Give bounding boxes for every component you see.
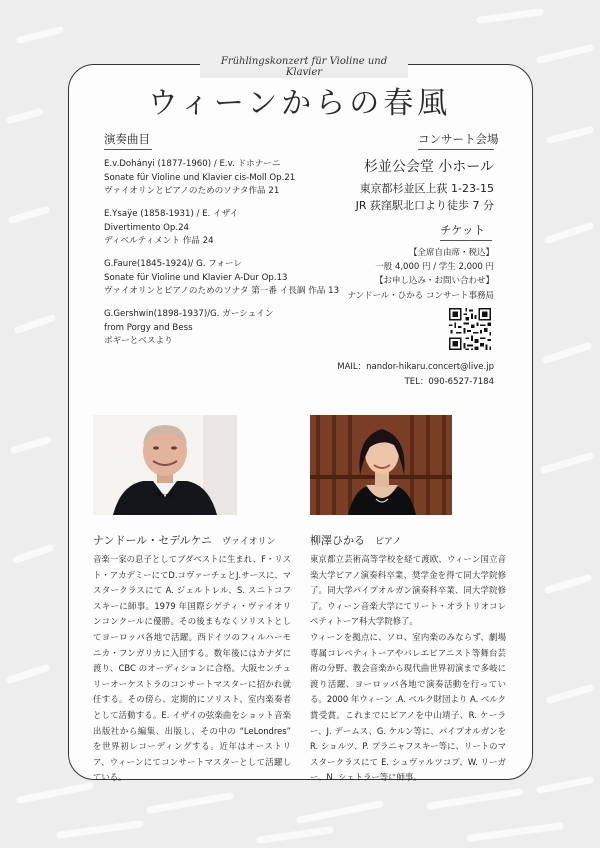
violinist-name: ナンドール・セデルケニ: [93, 534, 213, 547]
pianist-photo: [310, 415, 452, 515]
bio-paragraph: ウィーンを拠点に、ソロ、室内楽のみならず、劇場専属コレペティトーアやバレエピアニスト等舞台芸術の分野、教会音楽から現代曲世界初演まで多岐に渡り活躍、ヨーロッパ各地で演奏活動を行っている。2000 年ウィーン .A. ベルク財団より A. ベルク賞受賞。これまでにピアノを中山靖子、R. ケーラー、J. デームス、G. ケルン等に、パイプオルガンを R. ショルツ、P. プラニャフスキー等に、リートのマスタークラスにて E. シュヴァルツコプ、W. リーガー、N. シェトラー等に師事。: [310, 631, 506, 783]
ticket-inquiry-heading: 【お申し込み・お問い合わせ】: [374, 276, 494, 286]
concert-title: ウィーンからの春風: [147, 86, 452, 121]
violinist-photo: [93, 415, 237, 515]
pianist-instrument: ピアノ: [375, 537, 402, 547]
piece-composer: G.Gershwin(1898-1937)/G. ガーシュイン: [104, 309, 274, 319]
violinist-name-line: [93, 532, 276, 548]
qr-code: [447, 306, 493, 352]
piece-title: Divertimento Op.24: [104, 222, 190, 233]
piece-composer: E.Ysaÿe (1858-1931) / E. イザイ: [104, 209, 239, 219]
program-piece-4: [104, 308, 273, 349]
violinist-instrument: ヴァイオリン: [222, 537, 276, 547]
program-heading: 演奏曲目: [104, 131, 152, 150]
pianist-bio: [310, 552, 506, 786]
program-piece-3: [104, 258, 339, 299]
pianist-name-line: [310, 532, 401, 548]
venue-heading: コンサート会場: [418, 131, 499, 150]
pianist-name: 柳澤ひかる: [310, 534, 365, 547]
violinist-bio: [93, 552, 291, 786]
piece-title-jp: ポギーとベスより: [104, 336, 173, 346]
piece-composer: E.v.Dohányi (1877-1960) / E.v. ドホナーニ: [104, 159, 281, 169]
program-piece-1: [104, 158, 295, 199]
piece-title-jp: ディベルティメント 作品 24: [104, 236, 214, 246]
piece-title-jp: ヴァイオリンとピアノのためのソナタ作品 21: [104, 186, 280, 196]
bio-paragraph: 音楽一家の息子としてブダペストに生まれ、F・リスト・アカデミーにてD.コヴァーチェとJ.サースに、マスタークラスにて A. ジェルトレル、S. スニトコフスキーに師事。1979 年国際シゲティ・ヴァイオリンコンクールに優勝。その後まもなくソリストとしてヨーロッパ各地で活躍。西ドイツのフィルハーモニカ・フンガリカに入団する。数年後にはカナダに渡り、CBC のオーディションに合格。大阪センチュリーオーケストラのコンサートマスターに招かれ就任する。その傍ら、定期的にソリスト、室内楽奏者として活動する。E. イザイの弦楽曲をショット音楽出版社から編集、出版し、その中の “LeLondres” を世界初レコーディングする。近年はオーストリア、ウィーンにてコンサートマスターとして活躍している。: [93, 554, 291, 783]
concert-subtitle: Frühlingskonzert für Violine und Klavier: [200, 56, 408, 78]
contact-tel: TEL：090-6527-7184: [404, 377, 494, 387]
piece-title: Sonate für Violine und Klavier cis-Moll Op.21: [104, 172, 296, 183]
piece-title-jp: ヴァイオリンとピアノのためのソナタ 第一番 イ長調 作品 13: [104, 286, 340, 296]
bio-paragraph: 東京都立芸術高等学校を経て渡欧、ウィーン国立音楽大学ピアノ演奏科卒業、奨学金を得て同大学院修了。同大学パイプオルガン演奏科卒業、同大学院修了。ウィーン音楽大学にてリート・オラトリオコレペティトーア科大学院修了。: [310, 554, 506, 627]
contact-mail: MAIL：nandor-hikaru.concert@live.jp: [337, 362, 494, 372]
ticket-office: ナンドール・ひかる コンサート事務局: [347, 291, 494, 301]
piece-composer: G.Faure(1845-1924)/ G. フォーレ: [104, 259, 242, 269]
venue-access: JR 荻窪駅北口より徒歩 7 分: [355, 199, 494, 212]
venue-name: 杉並公会堂 小ホール: [363, 159, 494, 175]
piece-title: Sonate für Violine und Klavier A-Dur Op.13: [104, 272, 288, 283]
ticket-heading: チケット: [440, 222, 492, 241]
program-piece-2: [104, 208, 238, 249]
ticket-seat-info: 【全席自由席・税込】: [408, 248, 494, 258]
ticket-price: 一般 4,000 円 / 学生 2,000 円: [375, 262, 494, 272]
piece-title: from Porgy and Bess: [104, 322, 193, 333]
venue-address: 東京都杉並区上荻 1-23-15: [359, 182, 494, 195]
